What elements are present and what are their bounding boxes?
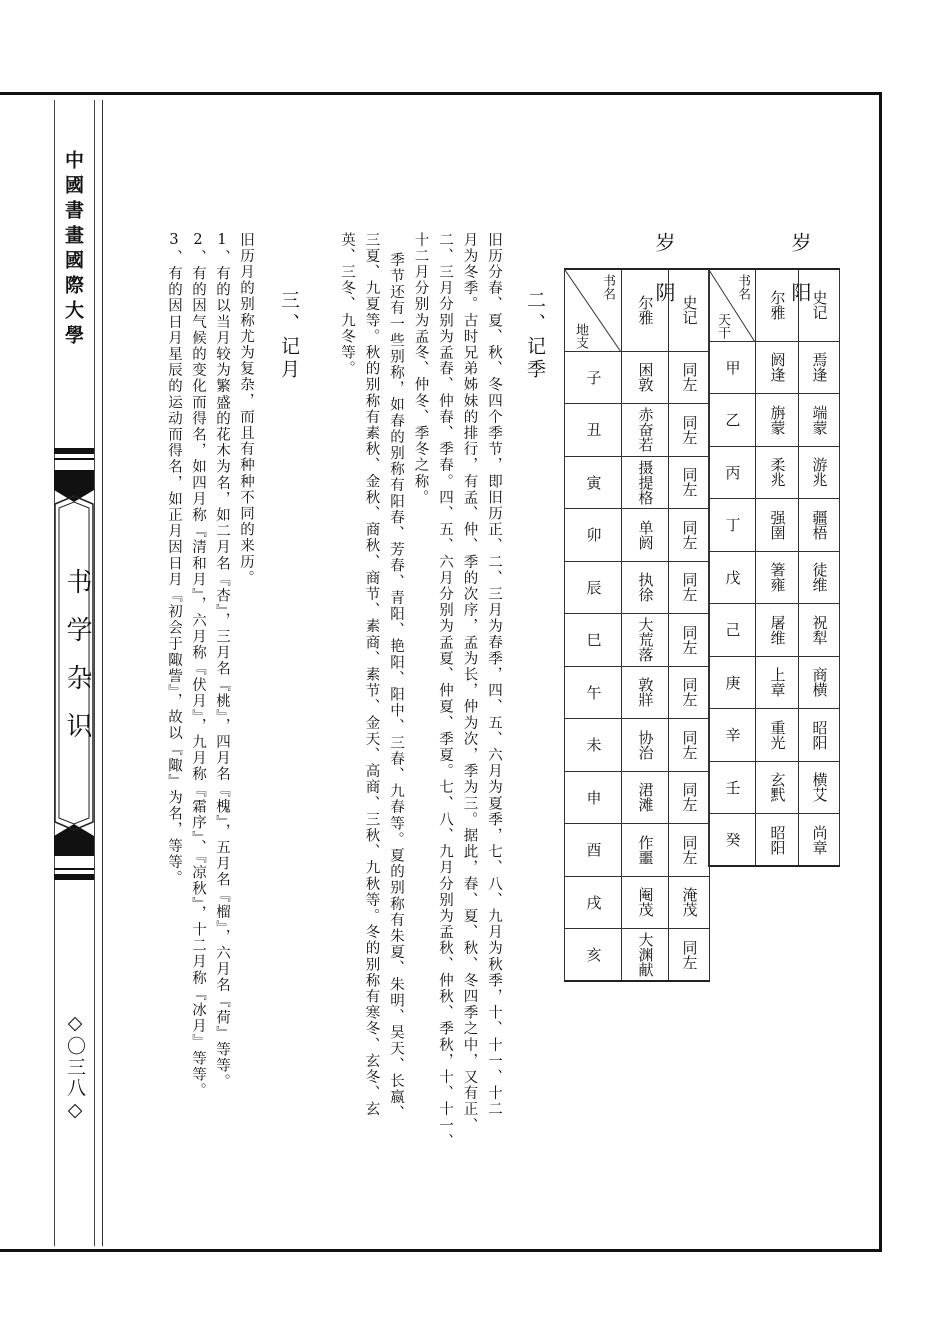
erya-cell: 玄黓 [756,761,799,814]
table-row [565,614,710,667]
yin-table [564,268,710,982]
text-column: 季节还有一些别称，如春的别称有阳春、芳春、青阳、艳阳、阳中、三春、九春等。夏的别称有朱夏、朱明、昊天、长嬴、 [388,252,404,1122]
erya-cell: 大荒落 [622,614,669,667]
header-erya: 尔雅 [622,269,669,351]
erya-cell: 困敦 [622,351,669,404]
branch-cell: 丑 [565,404,622,457]
text-column: 旧历月的别称尤为复杂，而且有种种不同的来历。 [238,232,254,587]
branch-cell: 丁 [709,499,756,552]
shiji-cell: 同左 [669,666,710,719]
branch-cell: 辛 [709,709,756,762]
shiji-cell: 横艾 [799,761,840,814]
erya-cell: 阏逢 [756,341,799,394]
branch-cell: 乙 [709,394,756,447]
text-column: 二、三月分别为孟春、仲春、季春。四、五、六月分别为孟夏、仲夏、季夏。七、八、九月分别为孟秋、仲秋、季秋，十、十一、 [437,232,453,1150]
shiji-cell: 淹茂 [669,876,710,929]
erya-cell: 重光 [756,709,799,762]
branch-cell: 癸 [709,814,756,867]
shiji-cell: 同左 [669,771,710,824]
shiji-cell: 端蒙 [799,394,840,447]
branch-cell: 庚 [709,656,756,709]
university-name: 中國書畫國際大學 [62,150,84,350]
table-row [709,341,840,394]
section-heading-month: 三、记月 [278,290,300,382]
table-row [709,709,840,762]
text-column: 3、有的因日月星辰的运动而得名，如正月因日月『初会于陬訾』，故以『陬』为名，等等。 [166,232,182,887]
branch-cell: 辰 [565,561,622,614]
erya-cell: 昭阳 [756,814,799,867]
table-row [565,456,710,509]
table-row [565,666,710,719]
page-number: ◇〇三八◇ [64,1012,86,1123]
branch-cell: 戌 [565,876,622,929]
branch-cell: 卯 [565,509,622,562]
spine-rule [54,448,94,454]
table-row [565,351,710,404]
shiji-cell: 同左 [669,561,710,614]
erya-cell: 执徐 [622,561,669,614]
shiji-cell: 游兆 [799,446,840,499]
header-shiji: 史记 [799,269,840,341]
table-row [709,446,840,499]
erya-cell: 强圉 [756,499,799,552]
spine-rule [54,868,94,870]
text-column: 2、有的因气候的变化而得名，如四月称『清和月』，六月称『伏月』，九月称『霜序』、『凉秋』，十二月称『冰月』等等。 [190,232,206,1099]
shiji-cell: 同左 [669,456,710,509]
spine-rule [54,874,94,880]
header-shiji: 史记 [669,269,710,351]
text-column: 英、三冬、九冬等。 [339,232,355,377]
shiji-cell: 同左 [669,824,710,877]
erya-cell: 摄提格 [622,456,669,509]
table-row [565,876,710,929]
branch-cell: 丙 [709,446,756,499]
shiji-cell: 昭阳 [799,709,840,762]
erya-cell: 赤奋若 [622,404,669,457]
erya-cell: 涒滩 [622,771,669,824]
spine-rule [54,458,94,460]
table-row [565,509,710,562]
table-row [709,499,840,552]
header-erya: 尔雅 [756,269,799,341]
shiji-cell: 徒维 [799,551,840,604]
text-column: 月为冬季。古时兄弟姊妹的排行，有孟、仲、季的次序，孟为长，仲为次，季为三。据此，春、夏、秋、冬四季之中，又有正、 [461,232,478,1134]
shiji-cell: 尚章 [799,814,840,867]
table-row [565,719,710,772]
table-row [565,561,710,614]
erya-cell: 上章 [756,656,799,709]
text-column: 1、有的以当月较为繁盛的花木为名，如二月名『杏』，三月名『桃』，四月名『槐』，五月名『榴』，六月名『荷』等等。 [214,232,230,1090]
shiji-cell: 祝犁 [799,604,840,657]
branch-cell: 己 [709,604,756,657]
erya-cell: 箸雍 [756,551,799,604]
table-row [709,656,840,709]
book-title: 书学杂识 [62,568,92,760]
table-row [709,814,840,867]
section-heading-season: 二、记季 [524,290,546,382]
erya-cell: 旃蒙 [756,394,799,447]
text-column: 十二月分别为孟冬、仲冬、季冬之称。 [412,232,429,506]
shiji-cell: 同左 [669,509,710,562]
branch-cell: 午 [565,666,622,719]
table-row [565,771,710,824]
shiji-cell: 同左 [669,404,710,457]
erya-cell: 协治 [622,719,669,772]
text-column: 旧历分春、夏、秋、冬四个季节，即旧历正、二、三月为春季，四、五、六月为夏季，七、八、九月为秋季，十、十一、十二 [486,232,502,1118]
branch-cell: 酉 [565,824,622,877]
shiji-cell: 同左 [669,351,710,404]
table-row [709,761,840,814]
branch-cell: 未 [565,719,622,772]
shiji-cell: 同左 [669,929,710,982]
erya-cell: 作噩 [622,824,669,877]
branch-cell: 寅 [565,456,622,509]
erya-cell: 敦牂 [622,666,669,719]
erya-cell: 柔兆 [756,446,799,499]
branch-cell: 甲 [709,341,756,394]
shiji-cell: 商横 [799,656,840,709]
text-column: 三夏、九夏等。秋的别称有素秋、金秋、商秋、商节、素商、素节、金天、高商、三秋、九秋等。冬的别称有寒冬、玄冬、玄 [363,232,380,1118]
table-row [709,394,840,447]
erya-cell: 阉茂 [622,876,669,929]
yin-table-label: 岁阴 [652,232,676,332]
table-row [709,604,840,657]
branch-cell: 子 [565,351,622,404]
branch-cell: 巳 [565,614,622,667]
shiji-cell: 同左 [669,614,710,667]
table-row [709,551,840,604]
yang-table [708,268,840,867]
shiji-cell: 焉逢 [799,341,840,394]
erya-cell: 屠维 [756,604,799,657]
table-row [565,404,710,457]
shiji-cell: 同左 [669,719,710,772]
shiji-cell: 疆梧 [799,499,840,552]
corner-cell: 书名 天干 [709,269,756,341]
yang-table-label: 岁阳 [788,232,812,332]
branch-cell: 亥 [565,929,622,982]
erya-cell: 大渊献 [622,929,669,982]
branch-cell: 申 [565,771,622,824]
erya-cell: 单阏 [622,509,669,562]
branch-cell: 壬 [709,761,756,814]
corner-cell: 书名 地支 [565,269,622,351]
table-row [565,929,710,982]
table-row [565,824,710,877]
branch-cell: 戊 [709,551,756,604]
